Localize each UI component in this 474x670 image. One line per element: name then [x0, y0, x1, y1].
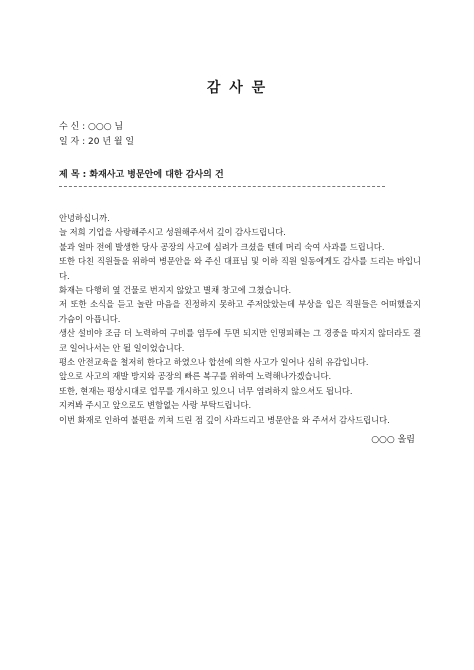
date-line: 일 자 : 20 년 월 일 [59, 137, 135, 147]
body-paragraph: 평소 안전교육을 철저히 한다고 하였으나 합선에 의한 사고가 일어나 심히 유감입니다. [59, 357, 369, 368]
body-paragraph: 지켜봐 주시고 앞으로도 변함없는 사랑 부탁드립니다. [59, 400, 252, 411]
letter-body [59, 211, 421, 427]
body-paragraph: 불과 얼마 전에 발생한 당사 공장의 사고에 심려가 크셨을 텐데 머리 숙여 사과를 드립니다. [59, 241, 385, 252]
subject-line: 제 목 : 화재사고 병문안에 대한 감사의 건 [59, 170, 224, 180]
body-paragraph: 화재는 다행히 옆 건물로 번지지 않았고 별채 창고에 그쳤습니다. [59, 285, 292, 296]
dashed-divider [59, 186, 385, 187]
body-paragraph: 늘 저희 기업을 사랑해주시고 성원해주셔서 깊이 감사드립니다. [59, 227, 286, 238]
body-paragraph: 이번 화재로 인하여 불편을 끼쳐 드린 점 깊이 사과드리고 병문안을 와 주셔서 감사드립니다. [59, 414, 390, 425]
recipient-line: 수 신 : ○○○ 님 [59, 122, 124, 132]
document-title: 감 사 문 [206, 80, 268, 96]
signature-line: ○○○ 올림 [371, 435, 415, 445]
body-paragraph: 또한, 현재는 평상시대로 업무를 개시하고 있으니 너무 염려하지 않으셔도 됩니다. [59, 385, 353, 396]
body-paragraph: 저 또한 소식을 듣고 놀란 마음을 진정하지 못하고 주저앉았는데 부상을 입은 직원들은 어떠했을지 가슴이 아픕니다. [59, 299, 421, 324]
body-paragraph: 또한 다친 직원들을 위하여 병문안을 와 주신 대표님 및 이하 직원 일동에게도 감사를 드리는 바입니다. [59, 256, 421, 281]
body-paragraph: 앞으로 사고의 재발 방지와 공장의 빠른 복구를 위하여 노력해나가겠습니다. [59, 371, 332, 382]
body-paragraph: 안녕하십니까. [59, 213, 110, 223]
body-paragraph: 생산 설비야 조금 더 노력하여 구비를 염두에 두면 되지만 인명피해는 그 경중을 따지지 않더라도 결코 일어나서는 안 될 일이었습니다. [59, 328, 421, 353]
